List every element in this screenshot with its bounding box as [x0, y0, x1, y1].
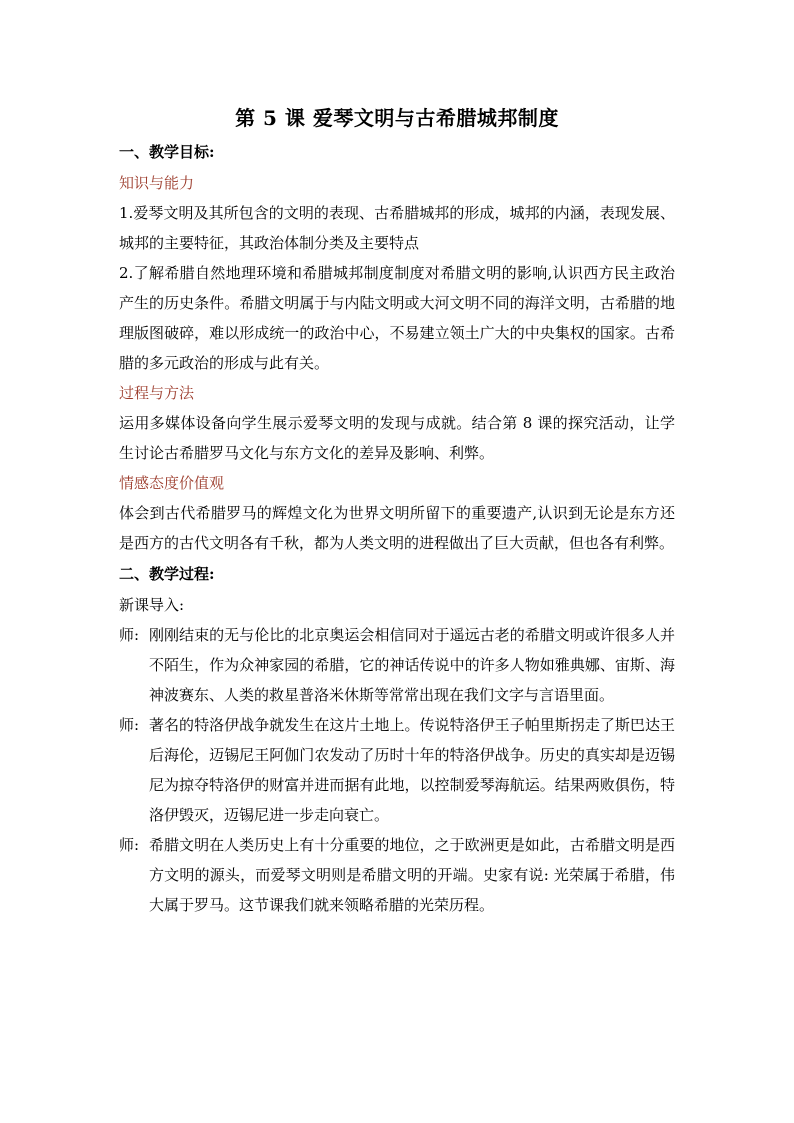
subheading-emotion: 情感态度价值观	[119, 474, 225, 492]
page-title: 第 5 课 爱琴文明与古希腊城邦制度	[235, 106, 559, 130]
subheading-knowledge: 知识与能力	[119, 174, 195, 192]
intro-label: 新课导入:	[119, 596, 185, 614]
dialog-text: 希腊文明在人类历史上有十分重要的地位，之于欧洲更是如此，古希腊文明是西方文明的源头，而爱琴文明则是希腊文明的开端。史家有说: 光荣属于希腊，伟大属于罗马。这节课我们就来领略希腊的光荣历程。	[149, 836, 675, 914]
dialog-speaker: 师:	[119, 716, 140, 734]
paragraph-emotion: 体会到古代希腊罗马的辉煌文化为世界文明所留下的重要遗产,认识到无论是东方还是西方的古代文明各有千秋，都为人类文明的进程做出了巨大贡献，但也各有利弊。	[119, 504, 675, 552]
dialog-text: 著名的特洛伊战争就发生在这片土地上。传说特洛伊王子帕里斯拐走了斯巴达王后海伦，迈锡尼王阿伽门农发动了历时十年的特洛伊战争。历史的真实却是迈锡尼为掠夺特洛伊的财富并进而据有此地，以控制爱琴海航运。结果两败俱伤，特洛伊毁灭，迈锡尼进一步走向衰亡。	[149, 716, 675, 824]
dialog-entry	[119, 620, 675, 710]
section-heading-objectives: 一、教学目标:	[119, 143, 215, 161]
dialog-speaker: 师:	[119, 836, 140, 854]
dialog-speaker: 师:	[119, 626, 140, 644]
paragraph-knowledge-1: 1.爱琴文明及其所包含的文明的表现、古希腊城邦的形成，城邦的内涵，表现发展、城邦的主要特征，其政治体制分类及主要特点	[119, 204, 675, 252]
paragraph-process: 运用多媒体设备向学生展示爱琴文明的发现与成就。结合第 8 课的探究活动，让学生讨论古希腊罗马文化与东方文化的差异及影响、利弊。	[119, 414, 675, 462]
section-heading-process: 二、教学过程:	[119, 565, 215, 583]
dialog-entry	[119, 710, 675, 830]
subheading-process: 过程与方法	[119, 384, 195, 402]
dialog-text: 刚刚结束的无与伦比的北京奥运会相信同对于遥远古老的希腊文明或许很多人并不陌生，作为众神家园的希腊，它的神话传说中的许多人物如雅典娜、宙斯、海神波赛东、人类的救星普洛米休斯等常常出现在我们文字与言语里面。	[149, 626, 675, 704]
dialog-entry	[119, 830, 675, 920]
paragraph-knowledge-2: 2.了解希腊自然地理环境和希腊城邦制度制度对希腊文明的影响,认识西方民主政治产生的历史条件。希腊文明属于与内陆文明或大河文明不同的海洋文明，古希腊的地理版图破碎，难以形成统一的政治中心，不易建立领土广大的中央集权的国家。古希腊的多元政治的形成与此有关。	[119, 264, 675, 372]
document-page	[119, 100, 675, 920]
